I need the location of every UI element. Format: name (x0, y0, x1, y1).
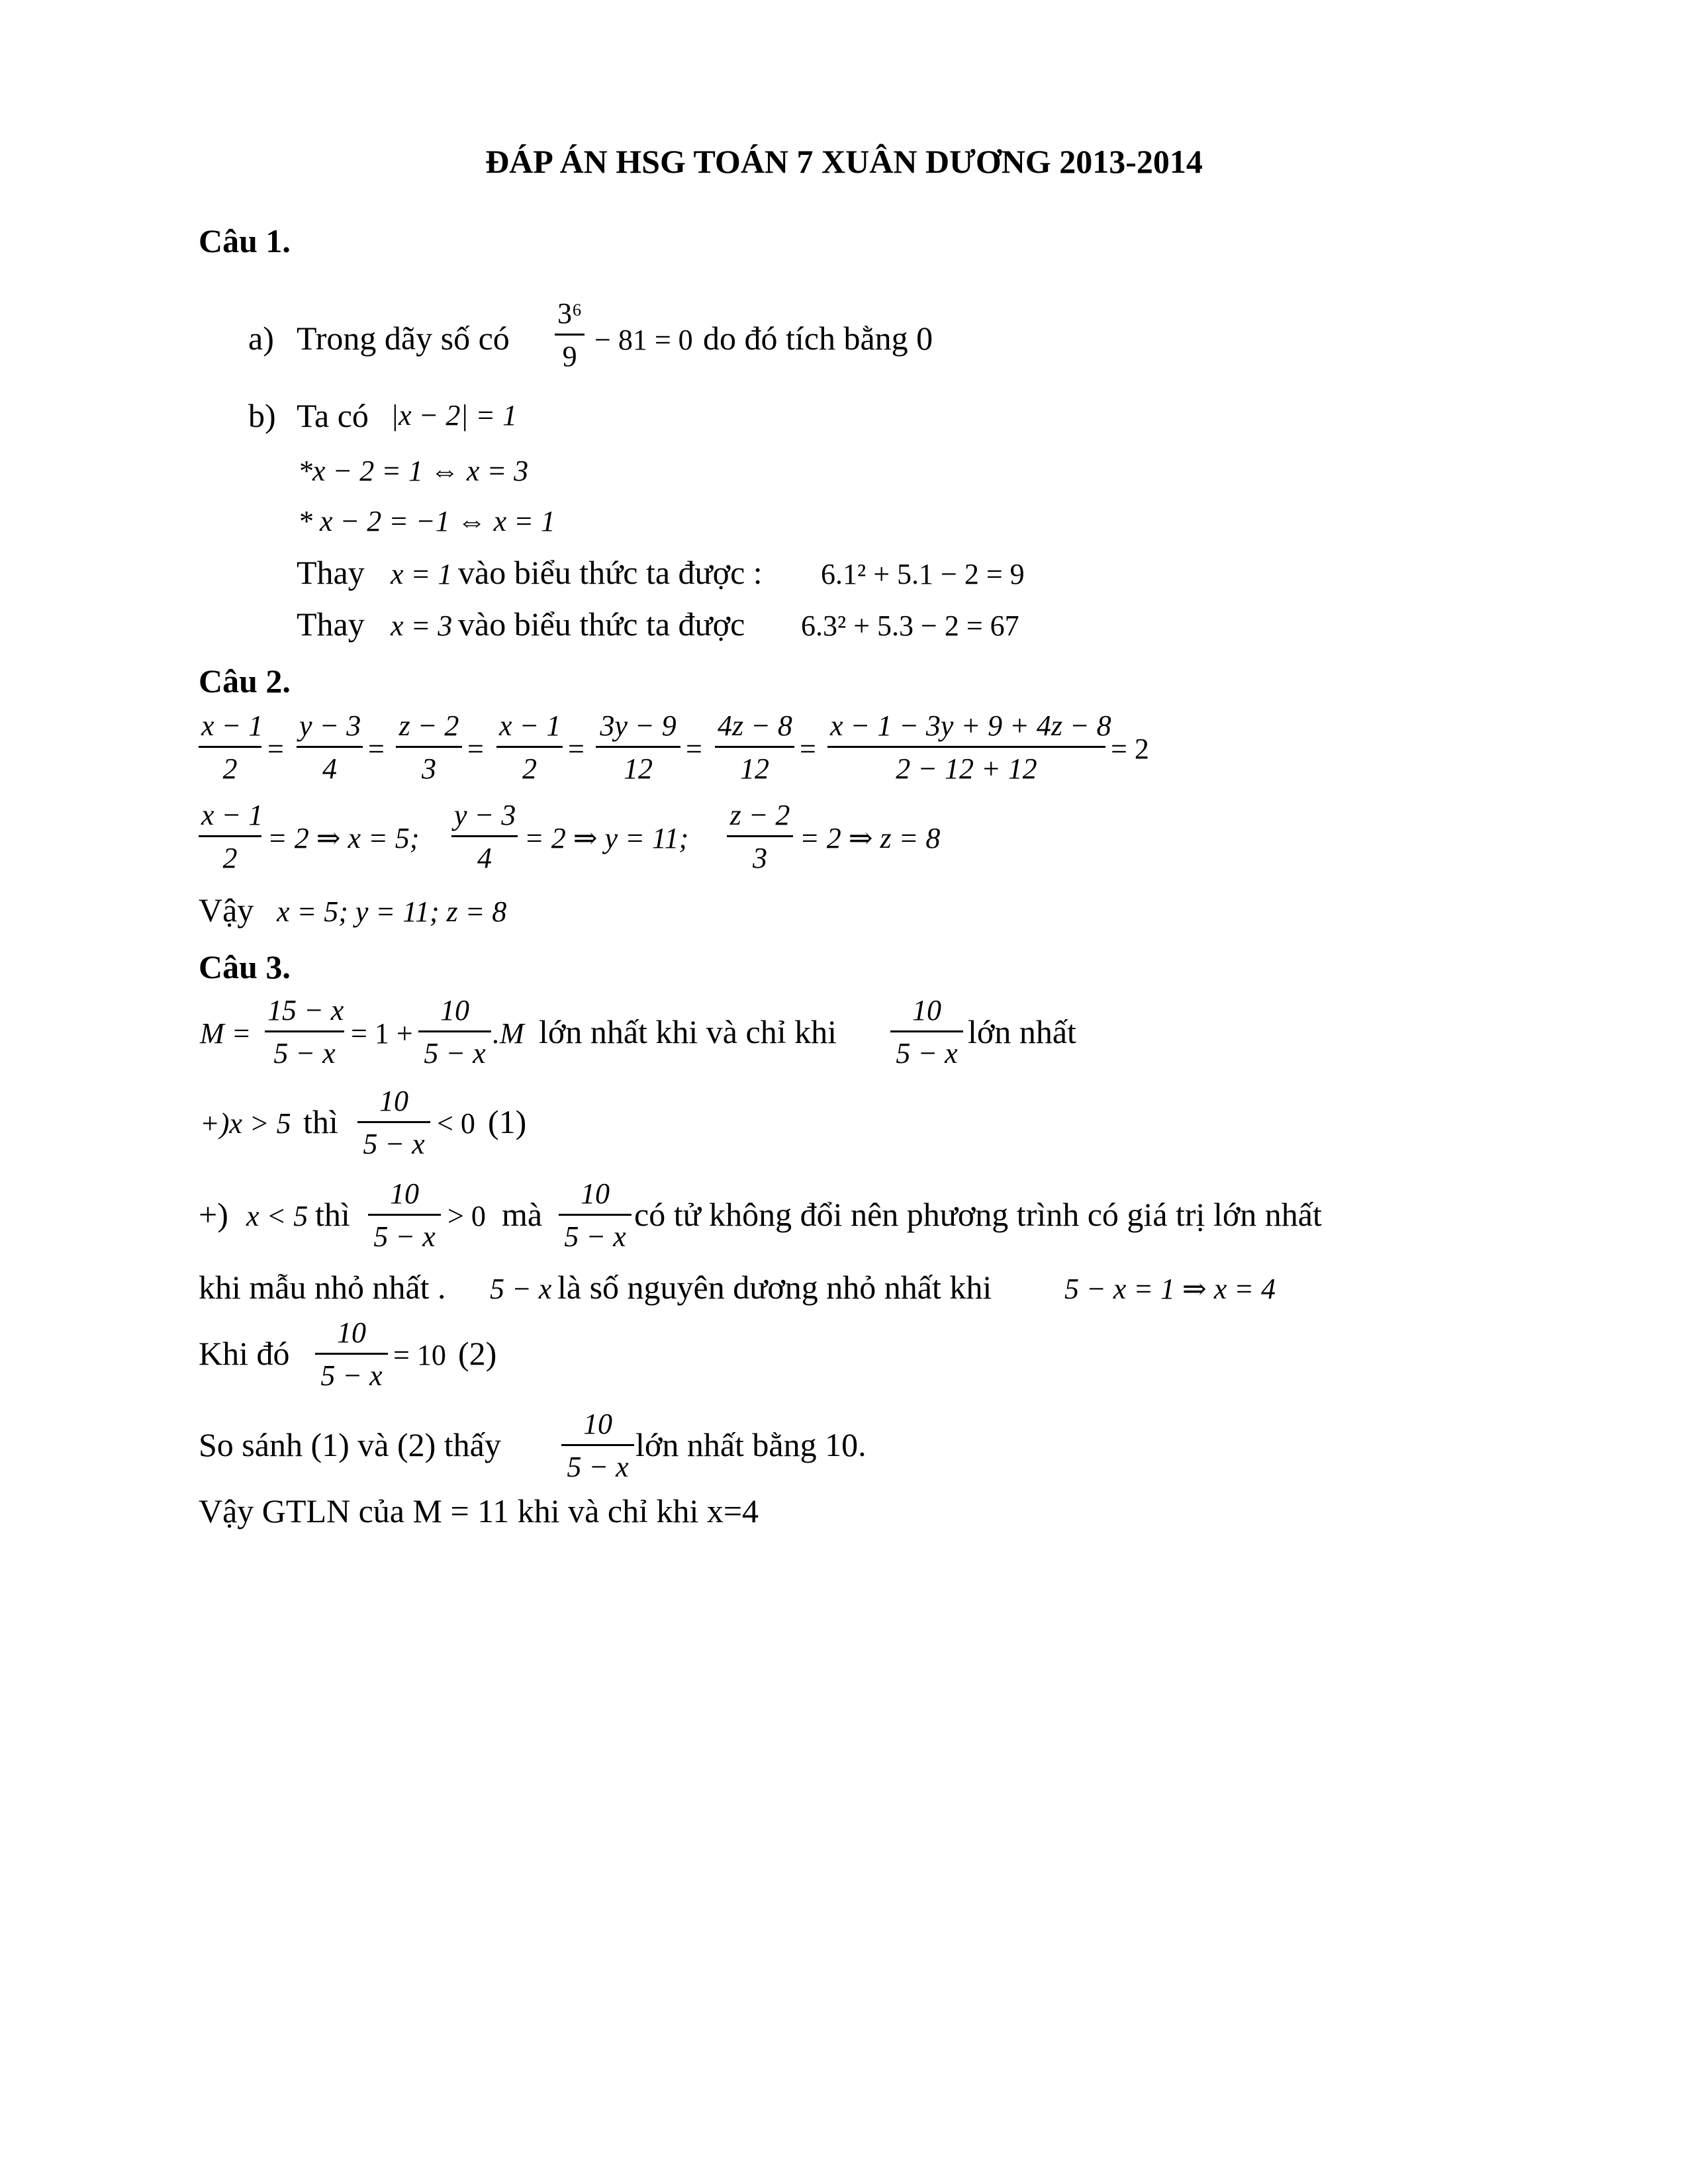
cau3-l2-expr: 5 − x (490, 1273, 552, 1305)
cau1-a-expr: − 81 = 0 (594, 324, 693, 356)
cau1-b-sub1-text: vào biểu thức ta được : (458, 554, 763, 591)
cau1-b-text: Ta có (297, 397, 369, 434)
cau1-a-fraction (555, 299, 585, 371)
cau3-c2-thi: thì (315, 1196, 350, 1233)
fraction-denominator: 5 − x (373, 1220, 436, 1253)
fraction-denominator: 9 (562, 340, 577, 373)
cau2-chain-fraction-4 (496, 711, 563, 784)
cau3-c1-tail: < 0 (437, 1107, 475, 1140)
cau3-l2-b: là số nguyên dương nhỏ nhất khi (557, 1269, 992, 1306)
equals-sign: = (800, 733, 816, 765)
fraction-denominator: 5 − x (564, 1220, 626, 1253)
page-title: ĐÁP ÁN HSG TOÁN 7 XUÂN DƯƠNG 2013-2014 (485, 143, 1203, 180)
fraction-numerator: 10 (440, 994, 469, 1026)
cau1-b-abs: |x − 2| = 1 (391, 399, 518, 432)
fraction-denominator: 12 (740, 752, 769, 785)
cau3-c2-plus: +) (199, 1196, 228, 1233)
fraction-denominator: 12 (624, 752, 653, 785)
fraction-numerator: x − 1 (201, 709, 263, 742)
cau1-b-label: b) (248, 397, 276, 434)
fraction-denominator: 5 − x (424, 1037, 486, 1069)
cau3-final: Vậy GTLN của M = 11 khi và chỉ khi x=4 (199, 1492, 759, 1529)
cau3-c2-ma: mà (502, 1196, 543, 1233)
cau3-ss-text: So sánh (1) và (2) thấy (199, 1426, 501, 1463)
fraction-denominator: 2 (222, 752, 238, 785)
fraction-numerator: 10 (581, 1177, 610, 1210)
equals-sign: = (568, 733, 585, 765)
equals-sign: = (368, 733, 385, 765)
cau3-m-fraction-3 (890, 996, 963, 1068)
cau2-result-fraction-x (199, 801, 261, 873)
cau3-c2-cond: x < 5 (246, 1200, 308, 1232)
fraction-denominator: 5 − x (567, 1451, 629, 1483)
cau2-conclusion-word: Vậy (199, 891, 254, 929)
cau3-l2-expr2: 5 − x = 1 ⇒ x = 4 (1064, 1273, 1276, 1305)
cau1-a-label: a) (248, 320, 274, 357)
cau2-result-y: = 2 ⇒ y = 11; (524, 822, 689, 854)
fraction-denominator: 5 − x (896, 1037, 958, 1069)
fraction-numerator: y − 3 (454, 799, 516, 831)
fraction-denominator: 5 − x (320, 1359, 383, 1392)
fraction-numerator: 3y − 9 (600, 709, 677, 742)
fraction-numerator: 15 − x (267, 994, 344, 1026)
fraction-numerator: 10 (583, 1408, 612, 1440)
fraction-numerator: x − 1 (201, 799, 263, 831)
cau1-b-case1: *x − 2 = 1 ⇔ x = 3 (298, 455, 529, 487)
cau1-b-case2: * x − 2 = −1 ⇔ x = 1 (298, 505, 555, 537)
fraction-numerator: 3⁶ (557, 297, 583, 330)
cau1-a-tail: do đó tích bằng 0 (703, 320, 933, 357)
cau3-kd-fraction (315, 1318, 388, 1390)
fraction-numerator: 10 (390, 1177, 419, 1210)
fraction-denominator: 5 − x (363, 1128, 425, 1160)
cau3-m-text2: lớn nhất (968, 1013, 1076, 1050)
fraction-numerator: 4z − 8 (718, 709, 792, 742)
cau3-m-after: .M (492, 1017, 524, 1050)
equals-sign: = (267, 733, 284, 765)
cau3-c2-fraction (368, 1179, 441, 1251)
cau1-a-text: Trong dãy số có (297, 320, 510, 357)
equals-sign: = (467, 733, 484, 765)
cau1-b-sub1-x: x = 1 (391, 558, 453, 590)
cau3-c1-cond: +)x > 5 (200, 1107, 291, 1140)
cau2-chain-fraction-6 (715, 711, 794, 784)
cau2-result-fraction-z (727, 801, 793, 873)
fraction-numerator: 10 (337, 1316, 366, 1349)
cau3-heading: Câu 3. (199, 948, 291, 985)
cau3-m-fraction-1 (265, 996, 344, 1068)
cau3-khi-do: Khi đó (199, 1335, 290, 1372)
fraction-numerator: 10 (379, 1085, 408, 1117)
cau3-c2-fraction-2 (559, 1179, 632, 1251)
fraction-numerator: x − 1 − 3y + 9 + 4z − 8 (830, 709, 1111, 742)
fraction-numerator: y − 3 (299, 709, 361, 742)
cau2-chain-fraction-3 (396, 711, 462, 784)
cau1-b-sub2-x: x = 3 (391, 610, 453, 642)
cau3-c2-tail: > 0 (447, 1200, 486, 1232)
cau1-b-sub2-word: Thay (297, 606, 365, 643)
cau2-result-fraction-y (451, 801, 518, 873)
cau3-m-fraction-2 (418, 996, 491, 1068)
cau3-kd-tail: = 10 (393, 1339, 446, 1371)
cau1-heading: Câu 1. (199, 222, 291, 259)
cau2-chain-fraction-5 (596, 711, 680, 784)
fraction-denominator: 2 − 12 + 12 (896, 752, 1037, 785)
cau1-b-sub1-expr: 6.1² + 5.1 − 2 = 9 (821, 558, 1025, 590)
cau2-heading: Câu 2. (199, 662, 291, 700)
cau2-chain-fraction-7 (827, 709, 1111, 785)
cau1-b-sub1-word: Thay (297, 554, 365, 591)
fraction-denominator: 3 (753, 842, 767, 874)
fraction-numerator: 10 (912, 994, 941, 1026)
fraction-denominator: 4 (322, 752, 337, 785)
cau3-c2-text: có tử không đổi nên phương trình có giá trị lớn nhất (634, 1196, 1322, 1233)
cau2-result-x: = 2 ⇒ x = 5; (267, 822, 420, 854)
fraction-denominator: 2 (522, 752, 537, 785)
cau1-b-sub2-expr: 6.3² + 5.3 − 2 = 67 (801, 610, 1019, 642)
cau3-m-mid: = 1 + (351, 1017, 413, 1050)
cau3-kd-ref: (2) (458, 1335, 497, 1372)
cau3-ss-tail: lớn nhất bằng 10. (635, 1426, 867, 1463)
cau3-m-text: lớn nhất khi và chỉ khi (539, 1013, 837, 1050)
fraction-numerator: x − 1 (499, 709, 561, 742)
cau2-chain-fraction-2 (297, 711, 363, 784)
fraction-denominator: 5 − x (273, 1037, 336, 1069)
cau2-conclusion-expr: x = 5; y = 11; z = 8 (277, 895, 507, 928)
cau3-c1-thi: thì (303, 1103, 338, 1140)
equals-sign: = (686, 733, 702, 765)
fraction-denominator: 2 (222, 842, 238, 874)
fraction-numerator: z − 2 (729, 799, 790, 831)
cau3-c1-ref: (1) (488, 1103, 527, 1140)
fraction-numerator: z − 2 (399, 709, 459, 742)
cau3-l2-a: khi mẫu nhỏ nhất . (199, 1269, 446, 1306)
cau3-ss-fraction (561, 1410, 634, 1482)
cau2-result-z: = 2 ⇒ z = 8 (800, 822, 941, 854)
cau2-chain-result: = 2 (1111, 733, 1149, 765)
cau1-b-sub2-text: vào biểu thức ta được (458, 606, 745, 643)
cau3-c1-fraction (357, 1087, 430, 1159)
fraction-denominator: 4 (477, 842, 492, 874)
cau3-m-lhs: M = (200, 1017, 252, 1050)
fraction-denominator: 3 (422, 752, 436, 785)
cau2-chain-fraction-1 (199, 711, 261, 784)
